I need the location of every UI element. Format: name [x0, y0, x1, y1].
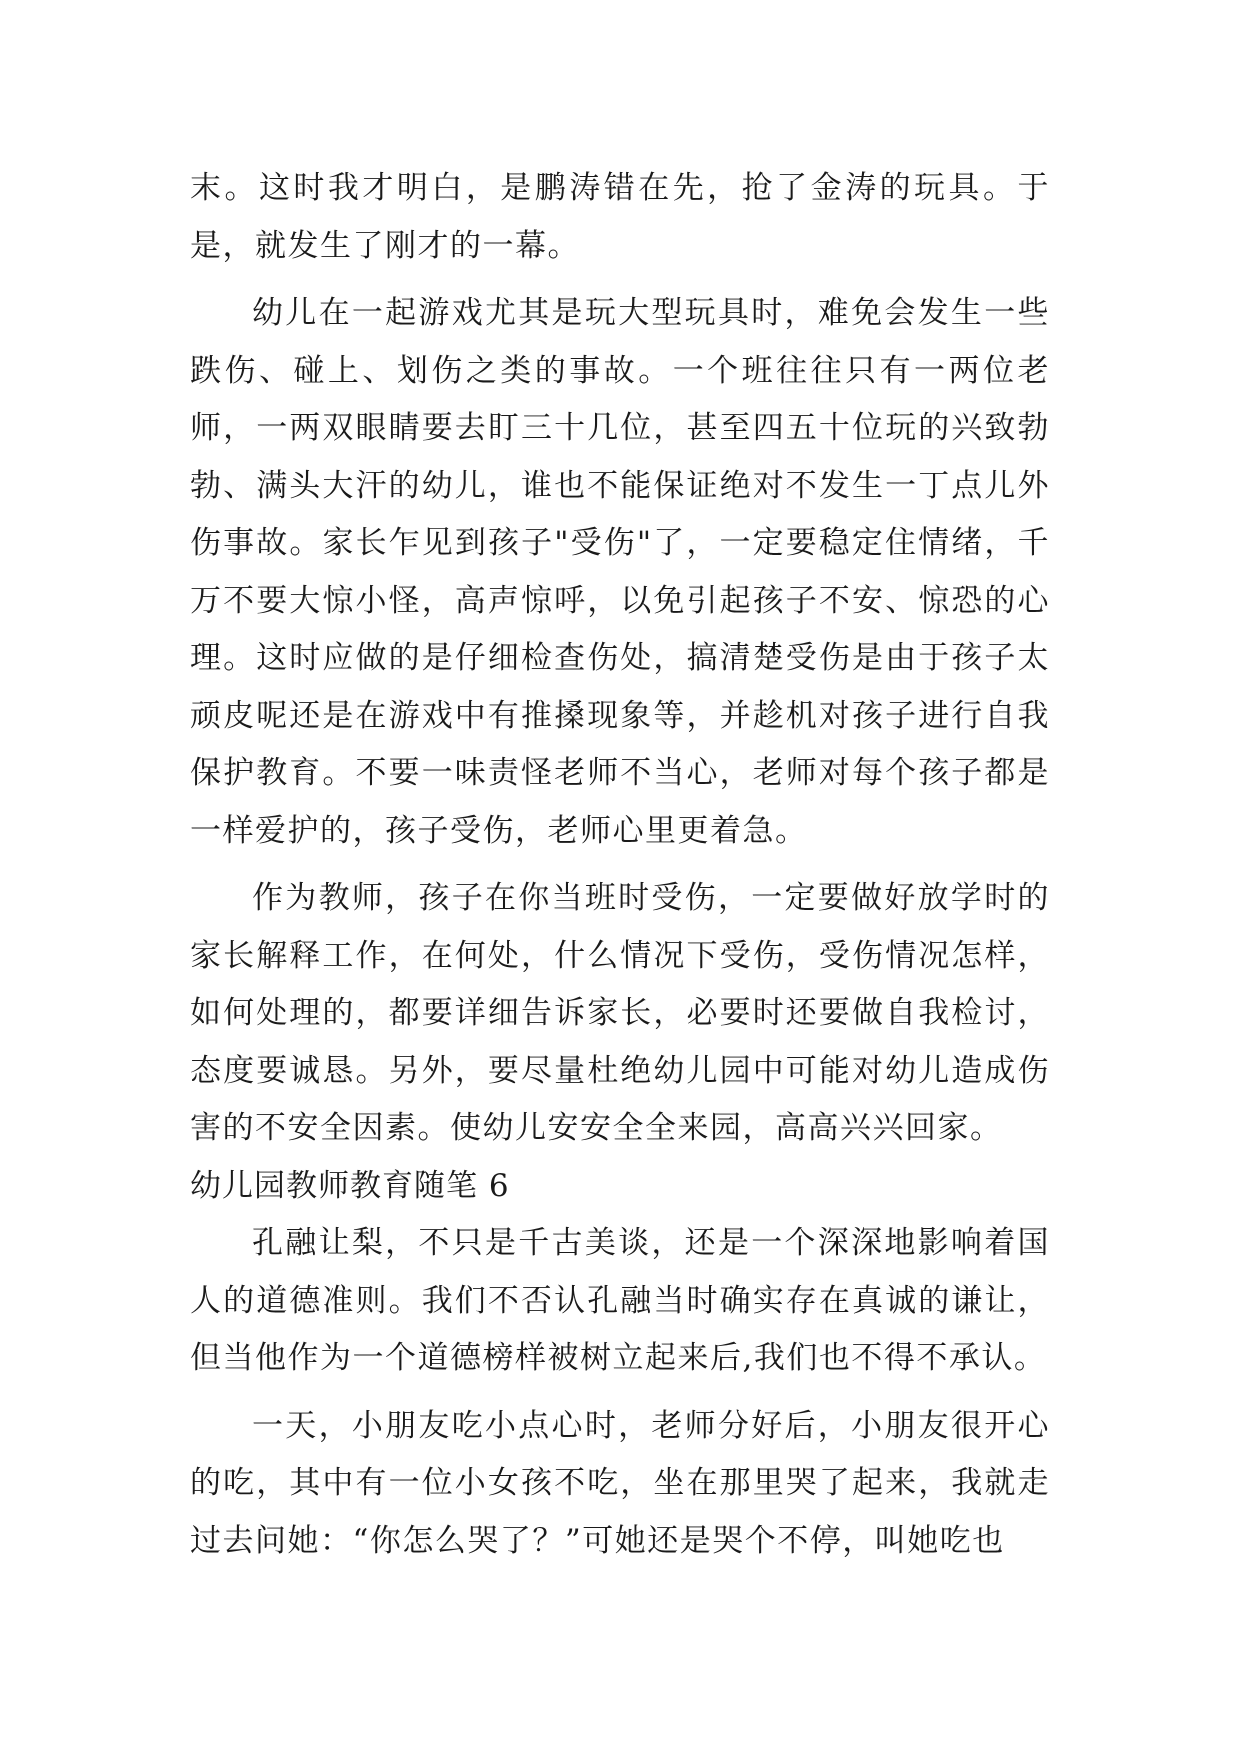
section-title: 幼儿园教师教育随笔 6 — [190, 1167, 510, 1204]
paragraph-snack-story: 一天，小朋友吃小点心时，老师分好后，小朋友很开心的吃，其中有一位小女孩不吃，坐在那里哭了起来，我就走过去问她：“你怎么哭了？”可她还是哭个不停，叫她吃也 — [190, 1407, 1050, 1559]
paragraph-injury-accidents: 幼儿在一起游戏尤其是玩大型玩具时，难免会发生一些跌伤、碰上、划伤之类的事故。一个班往往只有一两位老师，一两双眼睛要去盯三十几位，甚至四五十位玩的兴致勃勃、满头大汗的幼儿，谁也不能保证绝对不发生一丁点儿外伤事故。家长乍见到孩子"受伤"了，一定要稳定住情绪，千万不要大惊小怪，高声惊呼，以免引起孩子不安、惊恐的心理。这时应做的是仔细检查伤处，搞清楚受伤是由于孩子太顽皮呢还是在游戏中有推搡现象等，并趁机对孩子进行自我保护教育。不要一味责怪老师不当心，老师对每个孩子都是一样爱护的，孩子受伤，老师心里更着急。 — [190, 295, 1050, 849]
paragraph-kong-rong: 孔融让梨，不只是千古美谈，还是一个深深地影响着国人的道德准则。我们不否认孔融当时确实存在真诚的谦让，但当他作为一个道德榜样被树立起来后,我们也不得不承认。 — [190, 1225, 1050, 1376]
paragraph-teacher-responsibility: 作为教师，孩子在你当班时受伤，一定要做好放学时的家长解释工作，在何处，什么情况下受伤，受伤情况怎样，如何处理的，都要详细告诉家长，必要时还要做自我检讨，态度要诚恳。另外，要尽量杜绝幼儿园中可能对幼儿造成伤害的不安全因素。使幼儿安安全全来园，高高兴兴回家。 — [190, 880, 1050, 1146]
document-page — [190, 160, 1050, 1580]
paragraph-continued: 末。这时我才明白，是鹏涛错在先，抢了金涛的玩具。于是，就发生了刚才的一幕。 — [190, 170, 1050, 264]
